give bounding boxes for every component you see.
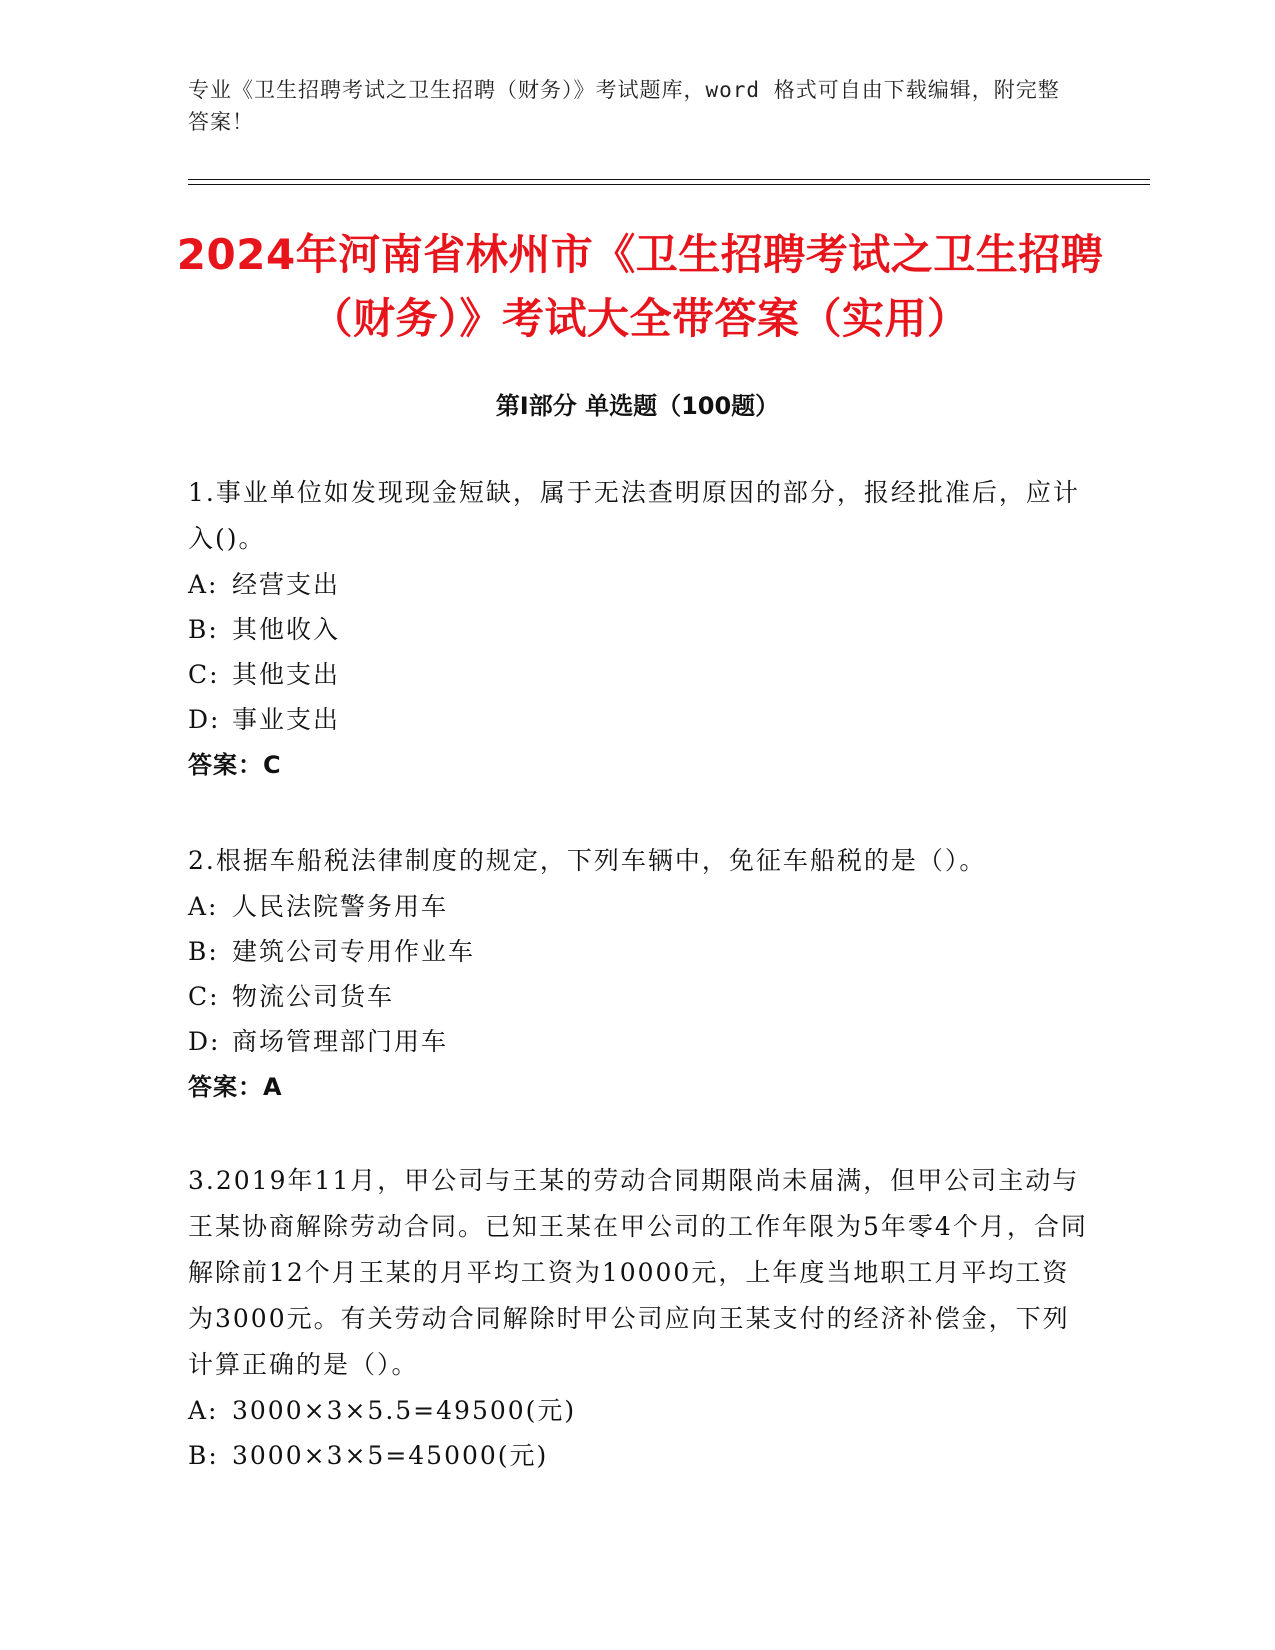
option-letter: A: (188, 1396, 219, 1425)
option-text: 建筑公司专用作业车 (232, 937, 476, 966)
question-2 (188, 838, 1093, 1110)
answer-line (188, 742, 1093, 788)
option-b (188, 1433, 1093, 1478)
option-text: 经营支出 (232, 570, 341, 599)
question-text: 3.2019年11月，甲公司与王某的劳动合同期限尚未届满，但甲公司主动与王某协商解除劳动合同。已知王某在甲公司的工作年限为5年零4个月，合同解除前12个月王某的月平均工资为10000元，上年度当地职工月平均工资为3000元。有关劳动合同解除时甲公司应向王某支付的经济补偿金，下列计算正确的是（）。 (188, 1166, 1088, 1379)
option-text: 人民法院警务用车 (232, 892, 449, 921)
option-letter: B: (188, 1441, 219, 1470)
answer-line (188, 1064, 1093, 1110)
section-title: 第Ⅰ部分 单选题（100题） (495, 392, 780, 420)
option-b (188, 929, 1093, 974)
option-letter: A: (188, 570, 219, 599)
answer-label: 答案： (188, 751, 263, 779)
option-b (188, 607, 1093, 652)
header-note: 专业《卫生招聘考试之卫生招聘（财务）》考试题库，word 格式可自由下载编辑，附完整答案！ (188, 78, 1060, 134)
option-letter: D: (188, 1027, 221, 1056)
option-c (188, 652, 1093, 697)
option-letter: B: (188, 937, 219, 966)
header-divider-top (188, 179, 1150, 180)
option-text: 3000×3×5=45000(元) (232, 1441, 549, 1470)
answer-label: 答案： (188, 1073, 263, 1101)
question-text: 2.根据车船税法律制度的规定，下列车辆中，免征车船税的是（）。 (188, 846, 987, 875)
option-text: 3000×3×5.5=49500(元) (232, 1396, 577, 1425)
answer-value: A (263, 1073, 283, 1101)
answer-value: C (263, 751, 282, 779)
option-letter: C: (188, 982, 220, 1011)
option-text: 其他收入 (232, 615, 341, 644)
question-3 (188, 1158, 1093, 1478)
option-text: 商场管理部门用车 (232, 1027, 449, 1056)
option-a (188, 562, 1093, 607)
header-divider-bottom (188, 184, 1150, 185)
option-a (188, 884, 1093, 929)
option-d (188, 1019, 1093, 1064)
option-letter: A: (188, 892, 219, 921)
option-a (188, 1388, 1093, 1433)
document-title: 2024年河南省林州市《卫生招聘考试之卫生招聘（财务）》考试大全带答案（实用） (176, 230, 1104, 343)
option-d (188, 697, 1093, 742)
question-1 (188, 470, 1093, 788)
option-text: 其他支出 (232, 660, 341, 689)
option-letter: B: (188, 615, 219, 644)
question-text: 1.事业单位如发现现金短缺，属于无法查明原因的部分，报经批准后，应计入()。 (188, 478, 1080, 553)
option-text: 事业支出 (232, 705, 341, 734)
option-letter: D: (188, 705, 221, 734)
option-letter: C: (188, 660, 220, 689)
option-text: 物流公司货车 (232, 982, 395, 1011)
option-c (188, 974, 1093, 1019)
